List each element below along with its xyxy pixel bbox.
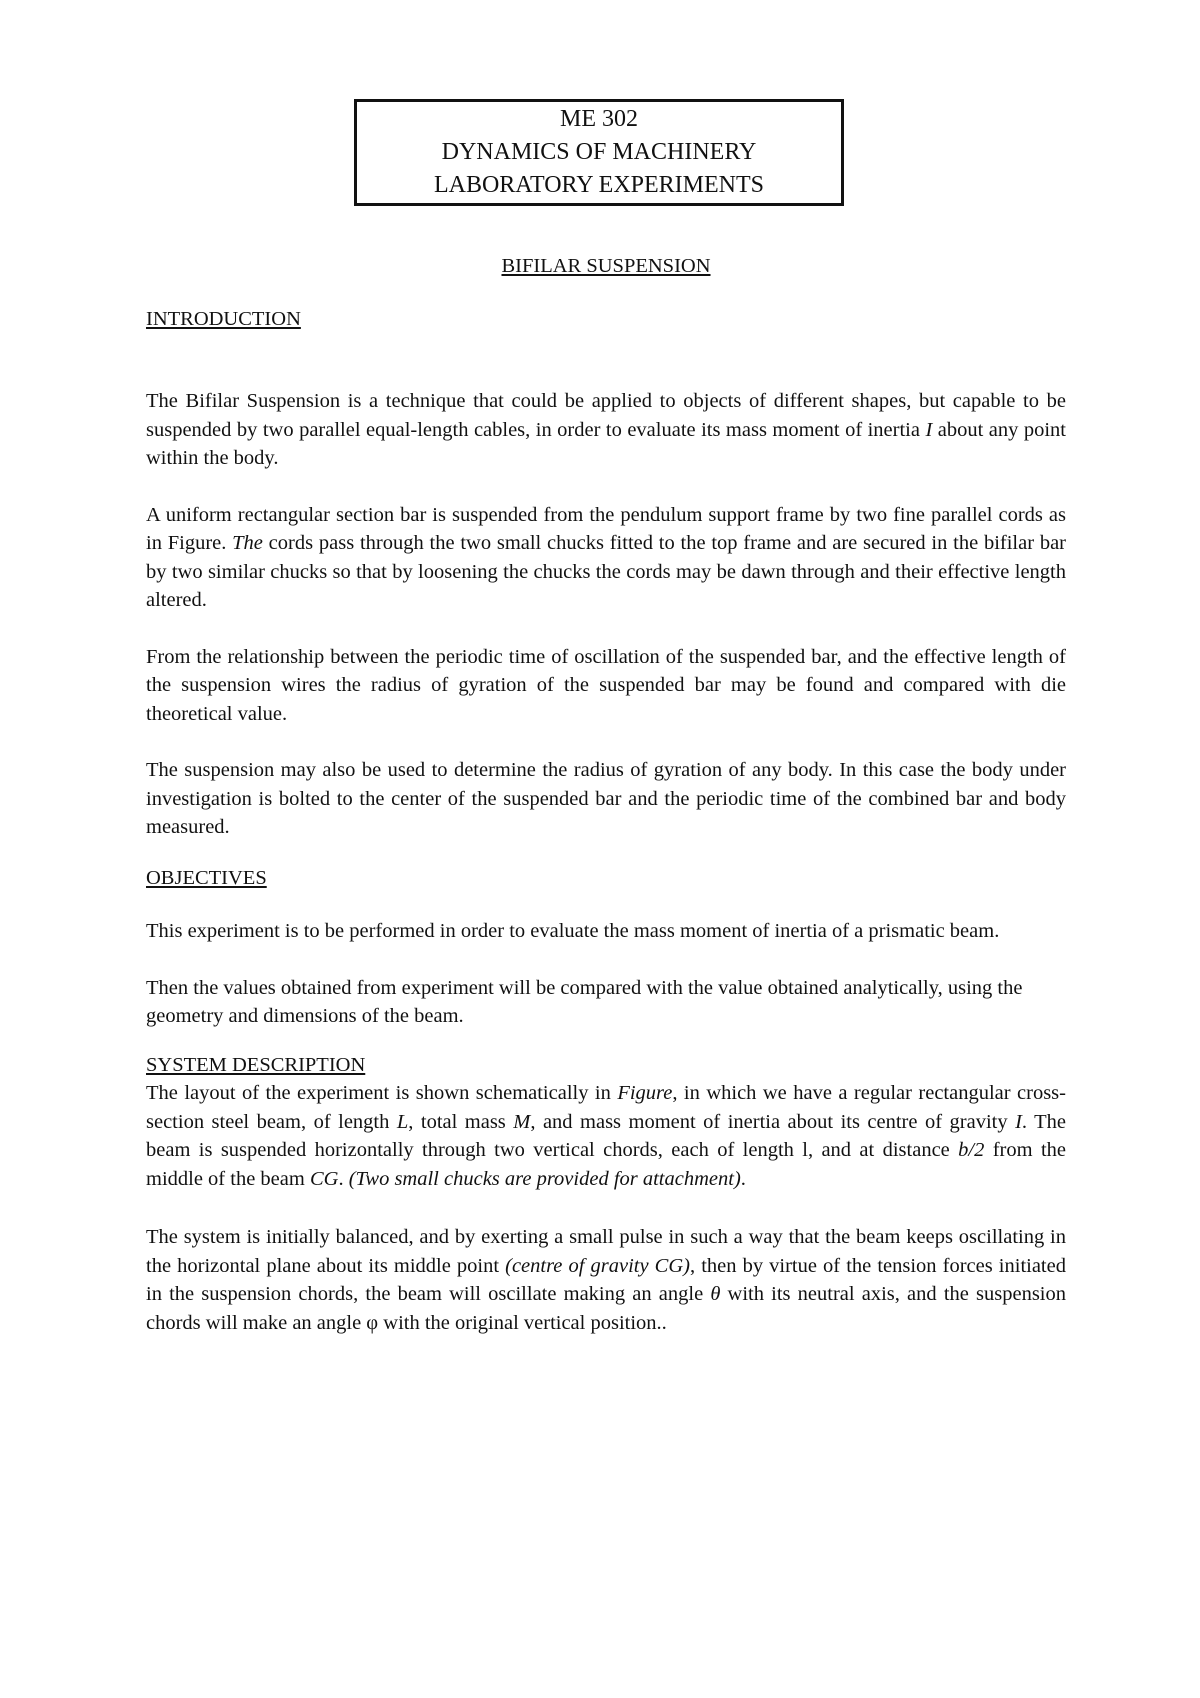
system-paragraph-2: The system is initially balanced, and by exerting a small pulse in such a way that the beam keeps oscillating in the horizontal plane about its middle point (centre of gravity CG), then by virtue of the tension forces initiated in the suspension chords, the beam will oscillate making an angle θ with its neutral axis, and the suspension chords will make an angle φ with the original vertical position.. — [146, 1226, 1066, 1334]
course-name: DYNAMICS OF MACHINERY — [441, 139, 757, 165]
objectives-paragraph-1: This experiment is to be performed in order to evaluate the mass moment of inertia of a prismatic beam. — [146, 920, 1000, 942]
intro-paragraph-2: A uniform rectangular section bar is suspended from the pendulum support frame by two fine parallel cords as in Figure. The cords pass through the two small chucks fitted to the top frame and are secured in the bifilar bar by two similar chucks so that by loosening the chucks the cords may be dawn through and their effective length altered. — [146, 503, 1067, 611]
course-code: ME 302 — [560, 106, 638, 132]
intro-paragraph-4: The suspension may also be used to determine the radius of gyration of any body. In this case the body under investigation is bolted to the center of the suspended bar and the periodic time of the combined bar and body measured. — [146, 759, 1066, 838]
system-paragraph-1: The layout of the experiment is shown schematically in Figure, in which we have a regular rectangular cross-section steel beam, of length L, total mass M, and mass moment of inertia about its centre of gravity I. The beam is suspended horizontally through two vertical chords, each of length l, and at distance b/2 from the middle of the beam CG. (Two small chucks are provided for attachment). — [146, 1082, 1067, 1190]
course-subtitle: LABORATORY EXPERIMENTS — [433, 172, 765, 198]
intro-paragraph-1: The Bifilar Suspension is a technique that could be applied to objects of different shapes, but capable to be suspended by two parallel equal-length cables, in order to evaluate its mass moment of inertia I about any point within the body. — [146, 390, 1066, 469]
system-description-heading: SYSTEM DESCRIPTION — [146, 1053, 366, 1076]
document-body — [146, 252, 1066, 1337]
introduction-heading: INTRODUCTION — [146, 307, 301, 330]
objectives-heading: OBJECTIVES — [146, 866, 267, 889]
intro-paragraph-3: From the relationship between the periodic time of oscillation of the suspended bar, and the effective length of the suspension wires the radius of gyration of the suspended bar may be found and compared with die theoretical value. — [146, 645, 1066, 725]
title-box — [354, 99, 844, 206]
experiment-title: BIFILAR SUSPENSION — [501, 255, 711, 277]
objectives-paragraph-2: Then the values obtained from experiment will be compared with the value obtained analytically, using the geometry and dimensions of the beam. — [146, 976, 1023, 1027]
